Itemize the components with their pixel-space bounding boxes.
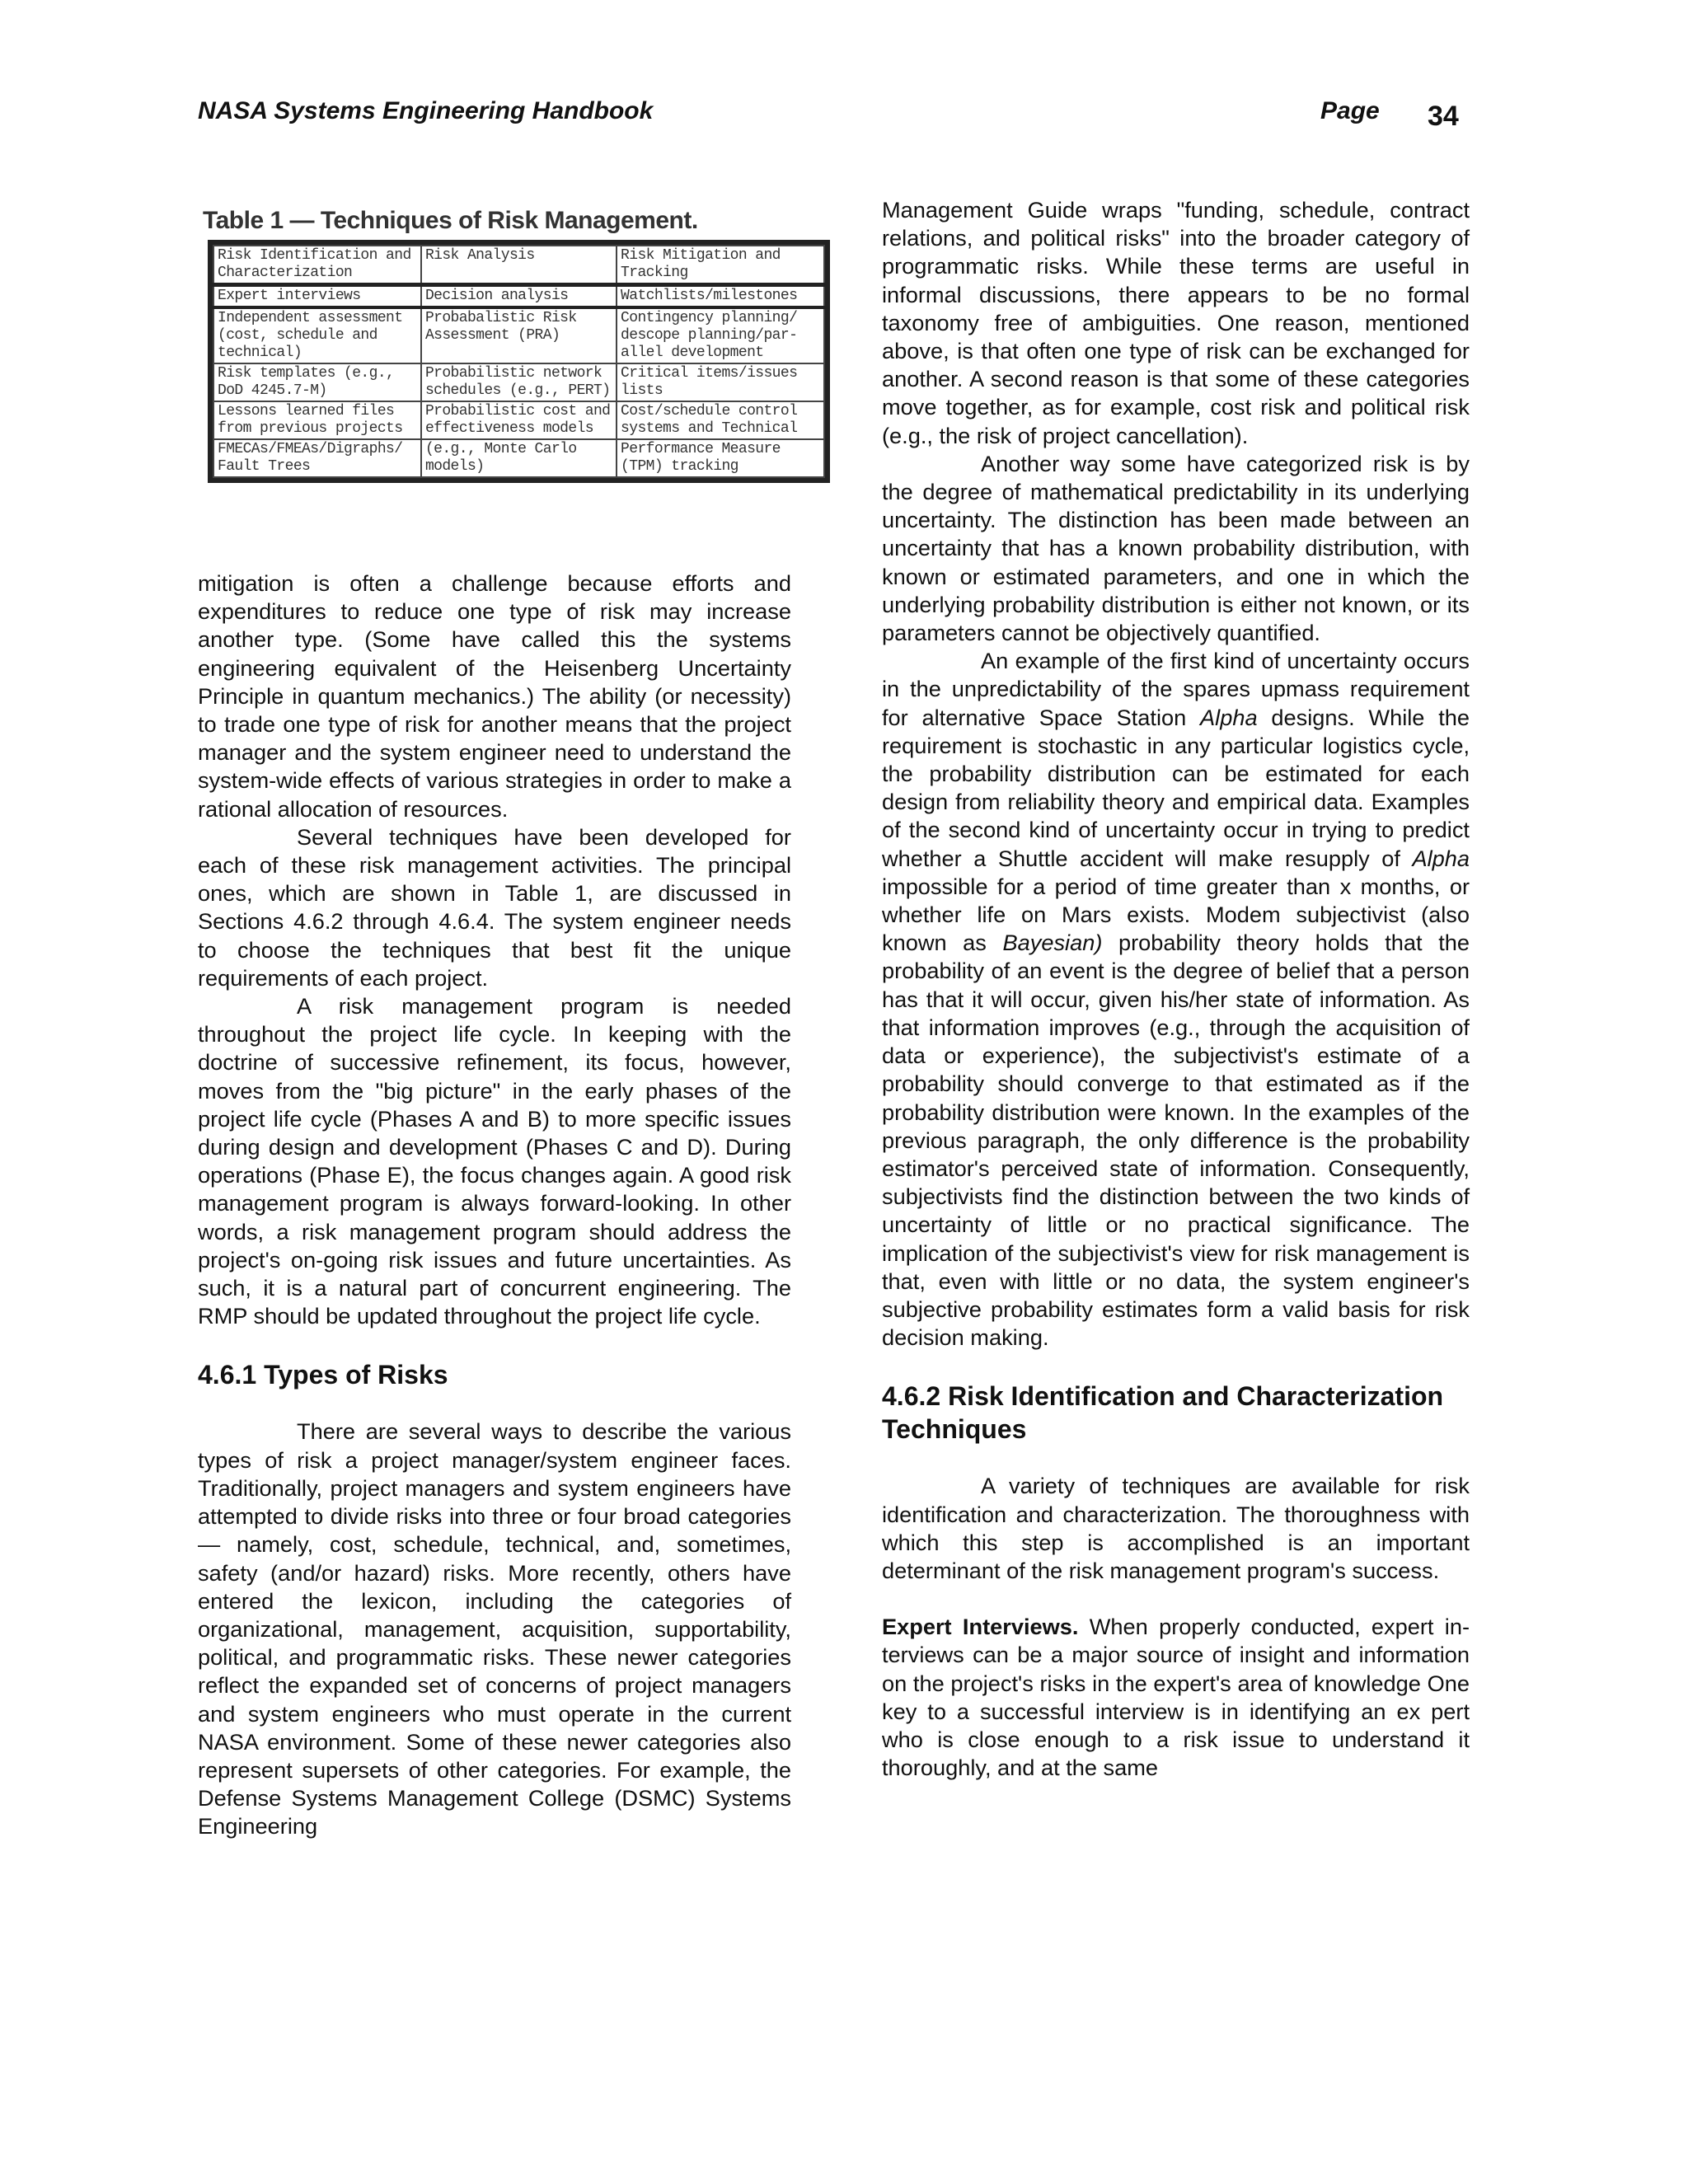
text-run-italic: Alpha [1412, 845, 1470, 871]
paragraph: Another way some have categorized risk is by the degree of mathematical predictability in its underlying uncertainty. The distinction has been made between an uncertainty that has a known probability distribution, with known or estimated parameters, and one in which the underlying probability distribution is either not known, or its parameters cannot be objectively quantified. [882, 450, 1470, 646]
table-cell: (e.g., Monte Carlo models) [421, 439, 617, 477]
text-run: impossible for a period of time greater than x months, or whether life on Mars exists. Modem subjectivist (also known as [882, 873, 1470, 956]
table-cell: Independent assessment (cost, schedule and technical) [213, 307, 421, 363]
table-row [213, 439, 824, 477]
run-in-heading: Expert Interviews. [882, 1614, 1079, 1640]
text-run: An example of the first kind of uncertainty occurs in the unpredictability of the spares upmass requirement for alternative Space Station [882, 648, 1470, 730]
text-run: designs. While the requirement is stochastic in any particular logistics cycle, the probability distribution can be estimated for each design from reliability theory and empirical data. Examples of the second kind of uncertainty occur in trying to predict whether a Shuttle accident will make resupply of [882, 704, 1470, 871]
paragraph: A risk management program is needed throughout the project life cycle. In keeping with the doctrine of successive refinement, its focus, however, moves from the "big picture" in the early phases of the project life cycle (Phases A and B) to more specific issues during design and development (Phases C and D). During operations (Phase E), the focus changes again. A good risk management program is always forward-looking. In other words, a risk management program should address the project's on-going risk issues and future uncertainties. As such, it is a natural part of concurrent engineering. The RMP should be updated throughout the project life cycle. [198, 993, 791, 1329]
table-cell: Expert interviews [213, 285, 421, 308]
table-1 [208, 240, 830, 483]
paragraph: mitigation is often a challenge because efforts and expenditures to reduce one type of risk may increase another type. (Some have called this the systems engineering equivalent of the Heisenberg Uncertainty Principle in quantum mechanics.) The ability (or necessity) to trade one type of risk for another means that the project manager and the system engineer need to understand the system-wide effects of various strategies in order to make a rational allocation of resources. [198, 570, 791, 822]
table-caption: Table 1 — Techniques of Risk Management. [203, 207, 698, 234]
text-run: probability theory holds that the probability of an event is the degree of belief that a person has that it will occur, given his/her state of information. As that information improves (e.g., through the acquisition of data or experience), the subjectivist's estimate of a probability should converge to that estimated as if the probability distribution were known. In the examples of the previous paragraph, the only difference is the probability estimator's perceived state of information. Consequently, subjectivists find the distinction between the two kinds of uncertainty of little or no practical significance. The implication of the subjectivist's view for risk management is that, even with little or no data, the system engineer's subjective probability estimates form a valid basis for risk decision making. [882, 930, 1470, 1351]
paragraph: Management Guide wraps "funding, schedule, contract relations, and political risks" into the broader category of programmatic risks. While these terms are useful in informal discussions, there appears to be no formal taxonomy free of ambiguities. One reason, mentioned above, is that often one type of risk can be exchanged for another. A second reason is that some of these categories move together, as for example, cost risk and political risk (e.g., the risk of project cancellation). [882, 197, 1470, 448]
text-run: When properly conducted, expert in-terviews can be a major source of insight and information on the project's risks in the expert's area of knowledge One key to a successful interview is in identifying an ex pert who is close enough to a risk issue to understand it thoroughly, and at the same [882, 1614, 1470, 1781]
table-row [213, 307, 824, 363]
left-column [198, 202, 798, 1841]
paragraph: Several techniques have been developed for each of these risk management activities. The principal ones, which are shown in Table 1, are discussed in Sections 4.6.2 through 4.6.4. The system engineer needs to choose the techniques that best fit the unique requirements of each project. [198, 823, 791, 991]
table-1-figure [203, 240, 837, 569]
table-cell: Cost/schedule control systems and Technical [617, 401, 824, 439]
table-cell: Performance Measure (TPM) tracking [617, 439, 824, 477]
text-run-italic: Bayesian) [1002, 930, 1103, 956]
table-cell: Probabilistic network schedules (e.g., PERT) [421, 363, 617, 401]
table-header-cell: Risk Analysis [421, 246, 617, 285]
paragraph: A variety of techniques are available for risk identification and characterization. The thoroughness with which this step is accomplished is an important determinant of the risk management program's success. [882, 1473, 1470, 1583]
table-row [213, 285, 824, 308]
table-header-cell: Risk Identification and Characterization [213, 246, 421, 285]
page-number: 34 [1428, 101, 1459, 132]
table-cell: Contingency planning/ descope planning/par-allel development [617, 307, 824, 363]
page-header [198, 97, 1467, 130]
table-cell: Probabilistic cost and effectiveness models [421, 401, 617, 439]
table-cell: FMECAs/FMEAs/Digraphs/ Fault Trees [213, 439, 421, 477]
section-heading: 4.6.1 Types of Risks [198, 1360, 448, 1390]
page-label: Page [1320, 97, 1380, 124]
table-row [213, 401, 824, 439]
right-column [882, 196, 1470, 1782]
table-cell: Risk templates (e.g., DoD 4245.7-M) [213, 363, 421, 401]
text-run-italic: Alpha [1200, 704, 1258, 730]
table-cell: Lessons learned files from previous projects [213, 401, 421, 439]
paragraph [882, 1613, 1470, 1782]
table-row [213, 363, 824, 401]
running-title: NASA Systems Engineering Handbook [198, 97, 654, 124]
table-header-cell: Risk Mitigation and Tracking [617, 246, 824, 285]
table-cell: Probabalistic Risk Assessment (PRA) [421, 307, 617, 363]
section-heading: 4.6.2 Risk Identification and Characterization Techniques [882, 1381, 1444, 1445]
paragraph [882, 647, 1470, 1352]
paragraph: There are several ways to describe the various types of risk a project manager/system engineer faces. Traditionally, project managers and system engineers have attempted to divide risks into three or four broad categories — namely, cost, schedule, technical, and, sometimes, safety (and/or hazard) risks. More recently, others have entered the lexicon, including the categories of organizational, management, acquisition, supportability, political, and programmatic risks. These newer categories reflect the expanded set of concerns of project managers and system engineers who must operate in the current NASA environment. Some of these newer categories also represent supersets of other categories. For example, the Defense Systems Management College (DSMC) Systems Engineering [198, 1418, 791, 1840]
table-cell: Critical items/issues lists [617, 363, 824, 401]
table-cell: Watchlists/milestones [617, 285, 824, 308]
table-cell: Decision analysis [421, 285, 617, 308]
